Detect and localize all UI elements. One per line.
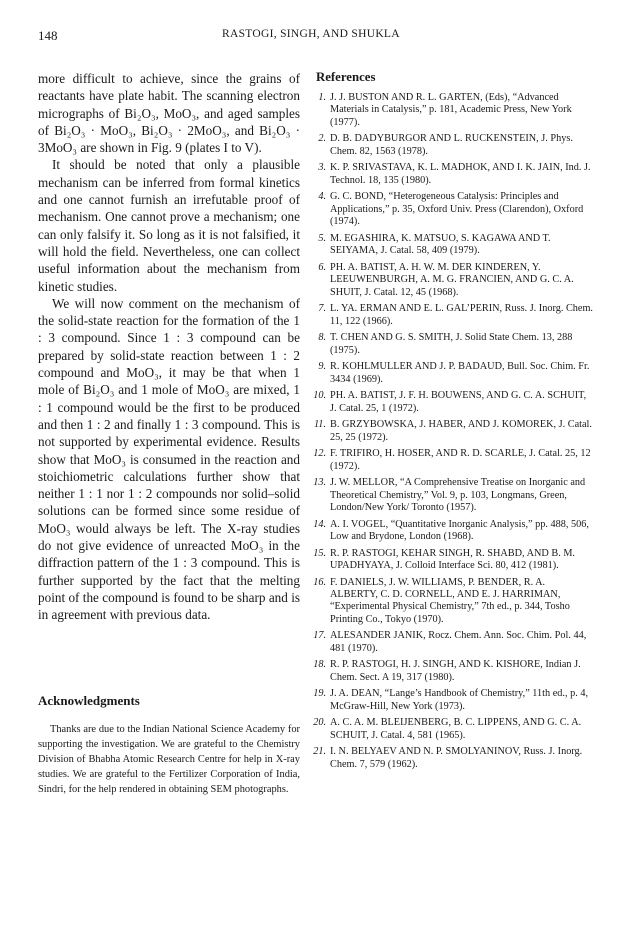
reference-number: 1. — [318, 92, 326, 103]
body-column — [38, 70, 300, 624]
reference-item — [312, 548, 594, 573]
references-heading: References — [316, 70, 376, 84]
reference-number: 13. — [313, 477, 326, 489]
reference-text: PH. A. BATIST, J. F. H. BOUWENS, AND G. C. A. SCHUIT, J. Catal. 25, 1 (1972). — [330, 390, 587, 414]
reference-item — [312, 92, 594, 129]
reference-item — [312, 688, 594, 713]
reference-number: 20. — [313, 717, 326, 729]
reference-item — [312, 133, 594, 158]
reference-number: 3. — [318, 162, 326, 174]
reference-item — [312, 332, 594, 357]
references-column — [312, 70, 594, 775]
reference-text: J. W. MELLOR, “A Comprehensive Treatise on Inorganic and Theoretical Chemistry,” Vol. 9, p. 103, Longmans, Green, London/New York/ Toronto (1957). — [330, 477, 586, 514]
reference-text: F. TRIFIRO, H. HOSER, AND R. D. SCARLE, J. Catal. 25, 12 (1972). — [330, 448, 591, 472]
reference-number: 12. — [313, 448, 326, 460]
reference-number: 19. — [313, 688, 326, 700]
reference-number: 7. — [318, 303, 326, 315]
reference-number: 16. — [313, 576, 326, 588]
acknowledgments-heading: Acknowledgments — [38, 693, 140, 708]
reference-number: 6. — [318, 261, 326, 273]
reference-text: F. DANIELS, J. W. WILLIAMS, P. BENDER, R. A. ALBERTY, C. D. CORNELL, AND E. J. HARRIMAN, “Experimental Physical Chemistry,” 7th ed., p. 344, Tosho Printing Co., Tokyo (1970). — [330, 576, 570, 625]
reference-text: R. P. RASTOGI, H. J. SINGH, AND K. KISHORE, Indian J. Chem. Sect. A 19, 317 (1980). — [330, 659, 581, 683]
references-list — [312, 92, 594, 771]
body-paragraph: more difficult to achieve, since the grains of reactants have plate habit. The scanning electron micrographs of Bi₂O₃, MoO₃, and aged samples of Bi₂O₃ · MoO₃, Bi₂O₃ · 2MoO₃, and Bi₂O₃ · 3MoO₃ are shown in Fig. 9 (plates I to V). — [38, 71, 300, 156]
body-paragraph: We will now comment on the mechanism of the solid-state reaction for the formation of the 1 : 3 compound. Since 1 : 3 compound can be prepared by solid-state reaction between 1 : 2 compound and MoO₃, it may be that when 1 mole of Bi₂O₃ and 1 mole of MoO₃ are mixed, 1 : 1 compound would be the first to be produced and then 1 : 2 and finally 1 : 3 compound. This is not supported by experimental evidence. Results show that MoO₃ is consumed in the reaction and stoichiometric calculations further show that neither 1 : 1 nor 1 : 2 compounds nor solid–solid solutions can be formed since some residue of MoO₃ would always be left. The X-ray studies do not give evidence of unreacted MoO₃ in the diffraction pattern of the 1 : 3 compound. This is further supported by the fact that the melting point of the compound is found to be sharp and is in agreement with previous data. — [38, 295, 300, 623]
reference-number: 5. — [318, 232, 326, 244]
reference-text: J. J. BUSTON AND R. L. GARTEN, (Eds), “Advanced Materials in Catalysis,” p. 181, Academic Press, New York (1977). — [330, 92, 572, 128]
reference-text: J. A. DEAN, “Lange’s Handbook of Chemistry,” 11th ed., p. 4, McGraw-Hill, New York (1973). — [330, 688, 589, 712]
reference-item — [312, 477, 594, 514]
reference-number: 21. — [313, 746, 326, 758]
reference-number: 4. — [318, 191, 326, 203]
reference-item — [312, 717, 594, 742]
reference-item — [312, 390, 594, 415]
page-number: 148 — [38, 28, 58, 43]
reference-item — [312, 577, 594, 627]
reference-item — [312, 746, 594, 771]
reference-text: D. B. DADYBURGOR AND L. RUCKENSTEIN, J. Phys. Chem. 82, 1563 (1978). — [330, 133, 573, 157]
reference-number: 15. — [313, 547, 326, 559]
reference-item — [312, 303, 594, 328]
reference-item — [312, 361, 594, 386]
reference-number: 14. — [313, 518, 326, 530]
reference-text: R. KOHLMULLER AND J. P. BADAUD, Bull. Soc. Chim. Fr. 3434 (1969). — [330, 361, 590, 385]
reference-item — [312, 191, 594, 228]
reference-text: A. I. VOGEL, “Quantitative Inorganic Analysis,” pp. 488, 506, Low and Brydone, London (1968). — [330, 518, 589, 543]
reference-item — [312, 262, 594, 299]
reference-text: R. P. RASTOGI, KEHAR SINGH, R. SHABD, AND B. M. UPADHYAYA, J. Colloid Interface Sci. 80, 412 (1981). — [330, 547, 575, 572]
reference-item — [312, 162, 594, 187]
reference-number: 17. — [313, 630, 326, 642]
reference-text: G. C. BOND, “Heterogeneous Catalysis: Principles and Applications,” p. 35, Oxford Univ. Press (Clarendon), Oxford (1974). — [330, 191, 584, 228]
reference-text: I. N. BELYAEV AND N. P. SMOLYANINOV, Russ. J. Inorg. Chem. 7, 579 (1962). — [330, 746, 583, 770]
reference-text: B. GRZYBOWSKA, J. HABER, AND J. KOMOREK, J. Catal. 25, 25 (1972). — [330, 419, 592, 443]
reference-text: K. P. SRIVASTAVA, K. L. MADHOK, AND I. K. JAIN, Ind. J. Technol. 18, 135 (1980). — [330, 162, 591, 186]
body-paragraph: It should be noted that only a plausible mechanism can be inferred from formal kinetics and one cannot furnish an irrefutable proof of mechanism. One cannot prove a mechanism; one can only falsify it. So long as it is not falsified, it will hold the field. Nevertheless, one can collect useful information about the mechanism from kinetic studies. — [38, 157, 300, 294]
reference-item — [312, 448, 594, 473]
reference-item — [312, 519, 594, 544]
acknowledgments-text: Thanks are due to the Indian National Science Academy for supporting the investigation. We are grateful to the Chemistry Division of Bhabha Atomic Research Centre for help in X-ray studies. We are grateful to the Fertilizer Corporation of India, Sindri, for the help rendered in obtaining SEM photographs. — [38, 724, 300, 795]
reference-number: 9. — [318, 361, 326, 373]
reference-text: ALESANDER JANIK, Rocz. Chem. Ann. Soc. Chim. Pol. 44, 481 (1970). — [330, 630, 587, 654]
reference-item — [312, 659, 594, 684]
reference-number: 18. — [313, 659, 326, 671]
reference-number: 11. — [313, 419, 326, 431]
reference-number: 8. — [318, 332, 326, 344]
reference-text: M. EGASHIRA, K. MATSUO, S. KAGAWA AND T. SEIYAMA, J. Catal. 58, 409 (1979). — [330, 232, 551, 257]
reference-item — [312, 419, 594, 444]
reference-text: PH. A. BATIST, A. H. W. M. DER KINDEREN, Y. LEEUWENBURGH, A. M. G. FRANCIEN, AND G. C. A. SHUIT, J. Catal. 12, 45 (1968). — [330, 261, 574, 298]
reference-text: L. YA. ERMAN AND E. L. GAL’PERIN, Russ. J. Inorg. Chem. 11, 122 (1966). — [330, 303, 593, 327]
reference-number: 2. — [318, 133, 326, 145]
running-head: RASTOGI, SINGH, AND SHUKLA — [222, 28, 400, 40]
reference-item — [312, 233, 594, 258]
reference-text: T. CHEN AND G. S. SMITH, J. Solid State Chem. 13, 288 (1975). — [330, 332, 573, 356]
reference-number: 10. — [313, 390, 326, 402]
reference-text: A. C. A. M. BLEIJENBERG, B. C. LIPPENS, AND G. C. A. SCHUIT, J. Catal. 4, 581 (1965). — [330, 717, 582, 741]
reference-item — [312, 630, 594, 655]
